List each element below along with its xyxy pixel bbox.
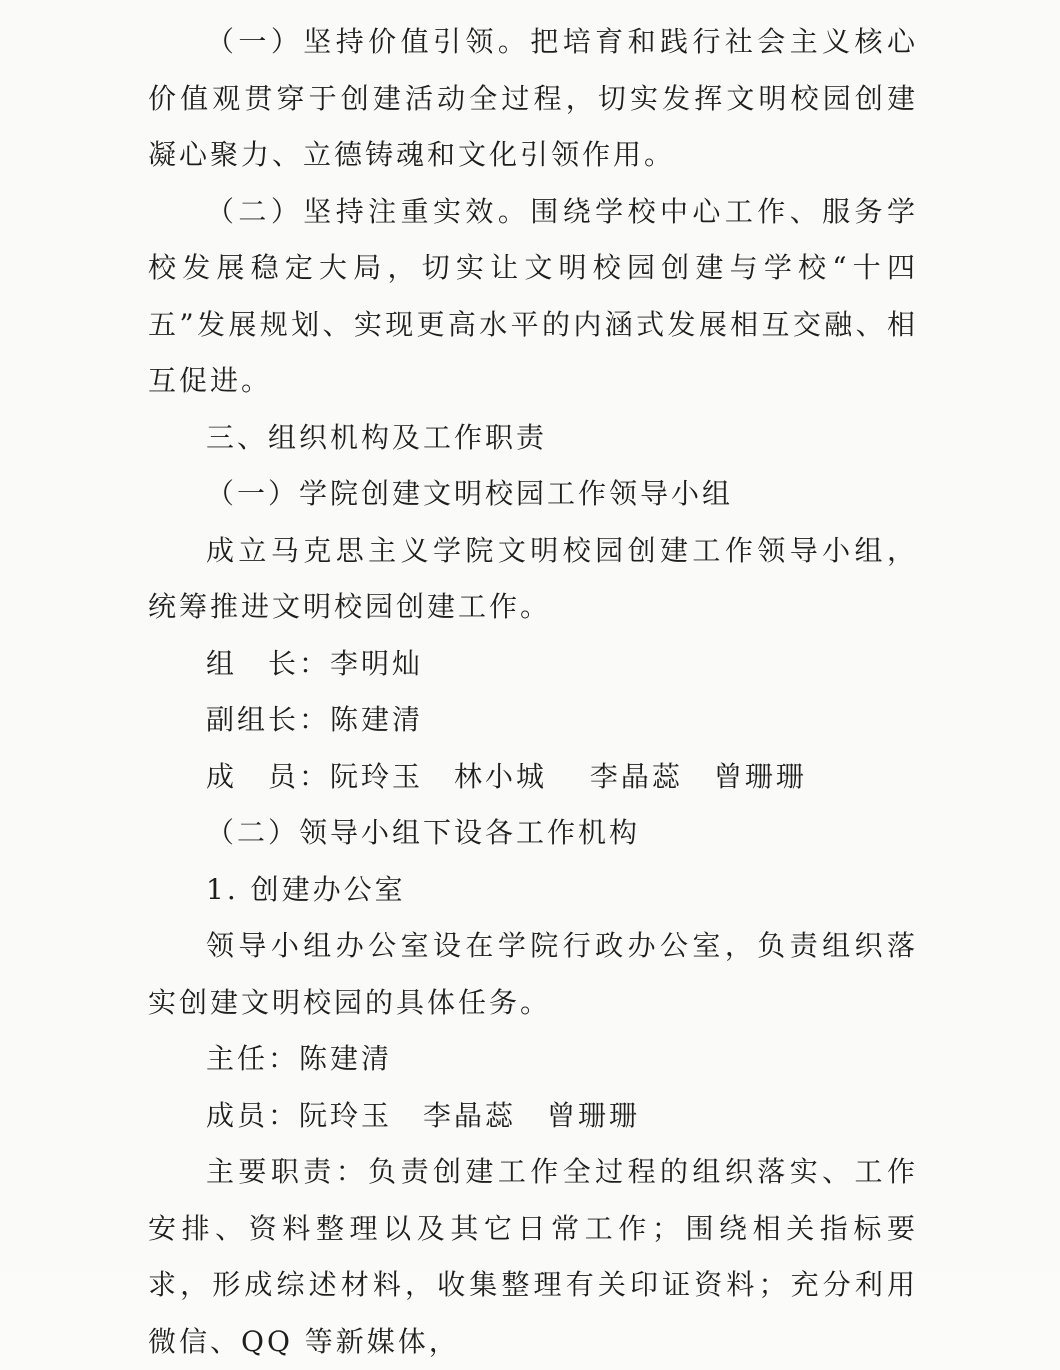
subsection-heading-working-bodies: （二）领导小组下设各工作机构	[206, 816, 641, 849]
office-director-line: 主任：陈建清	[206, 1042, 393, 1075]
paragraph-office-description: 领导小组办公室设在学院行政办公室，负责组织落实创建文明校园的具体任务。	[148, 929, 918, 1019]
group-leader-line: 组 长：李明灿	[206, 646, 424, 680]
deputy-leader-line: 副组长：陈建清	[206, 703, 424, 736]
paragraph-practical-effect: （二）坚持注重实效。围绕学校中心工作、服务学校发展稳定大局，切实让文明校园创建与学校“十四五”发展规划、实现更高水平的内涵式发展相互交融、相互促进。	[148, 194, 918, 397]
office-members-line: 成员：阮玲玉 李晶蕊 曾珊珊	[206, 1098, 641, 1132]
paragraph-establish-group: 成立马克思主义学院文明校园创建工作领导小组，统筹推进文明校园创建工作。	[148, 533, 918, 623]
section-heading-organization: 三、组织机构及工作职责	[206, 420, 548, 454]
paragraph-main-duties: 主要职责：负责创建工作全过程的组织落实、工作安排、资料整理以及其它日常工作；围绕相关指标要求，形成综述材料，收集整理有关印证资料；充分利用微信、QQ 等新媒体，	[148, 1155, 918, 1358]
paragraph-value-guidance: （一）坚持价值引领。把培育和践行社会主义核心价值观贯穿于创建活动全过程，切实发挥文明校园创建凝心聚力、立德铸魂和文化引领作用。	[148, 25, 918, 171]
item-heading-office: 1. 创建办公室	[206, 872, 406, 906]
subsection-heading-leading-group: （一）学院创建文明校园工作领导小组	[206, 477, 734, 510]
members-line: 成 员：阮玲玉 林小城 李晶蕊 曾珊珊	[206, 759, 807, 793]
document-body	[148, 14, 918, 1370]
